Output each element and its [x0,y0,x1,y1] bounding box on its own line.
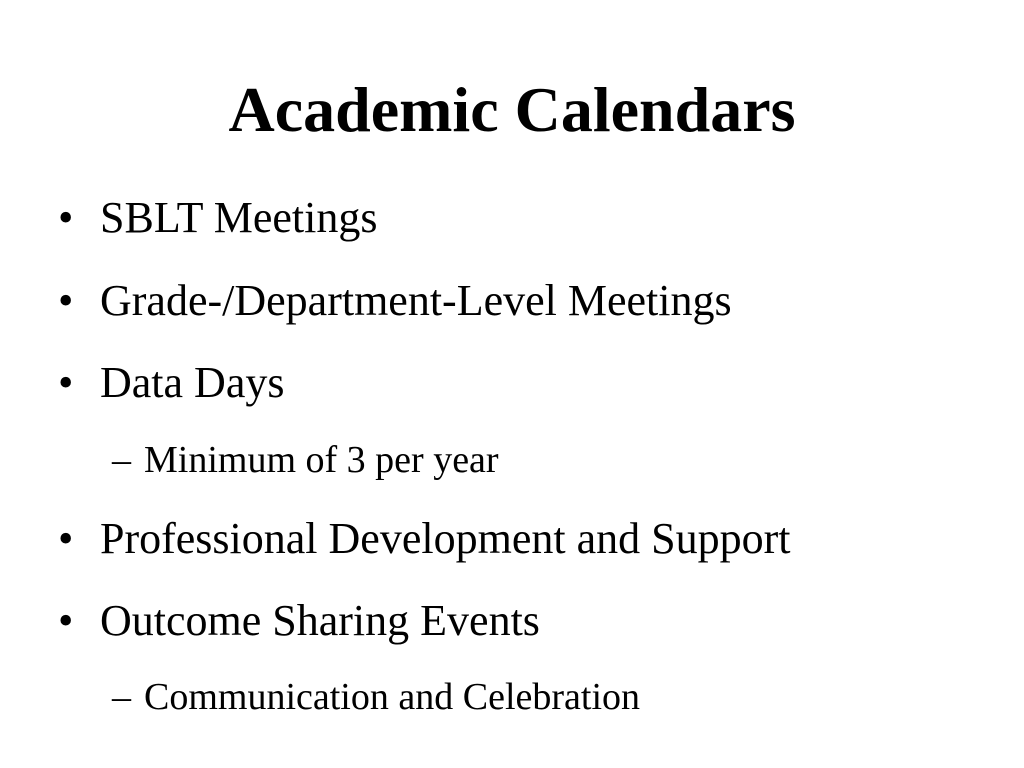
bullet-text: Outcome Sharing Events [100,596,540,645]
bullet-text: Grade-/Department-Level Meetings [100,276,732,325]
bullet-marker: • [58,358,74,407]
sub-bullet-text: Minimum of 3 per year [144,439,499,481]
bullet-marker: • [58,596,74,645]
bullet-text: SBLT Meetings [100,193,378,242]
bullet-marker: • [58,514,74,563]
slide-title: Academic Calendars [228,74,796,145]
bullet-text: Professional Development and Support [100,514,791,563]
bullet-marker: • [58,276,74,325]
bullet-marker: • [58,193,74,242]
sub-bullet-marker: – [112,676,131,718]
sub-bullet-marker: – [112,439,131,481]
bullet-text: Data Days [100,358,285,407]
sub-bullet-text: Communication and Celebration [144,676,641,718]
